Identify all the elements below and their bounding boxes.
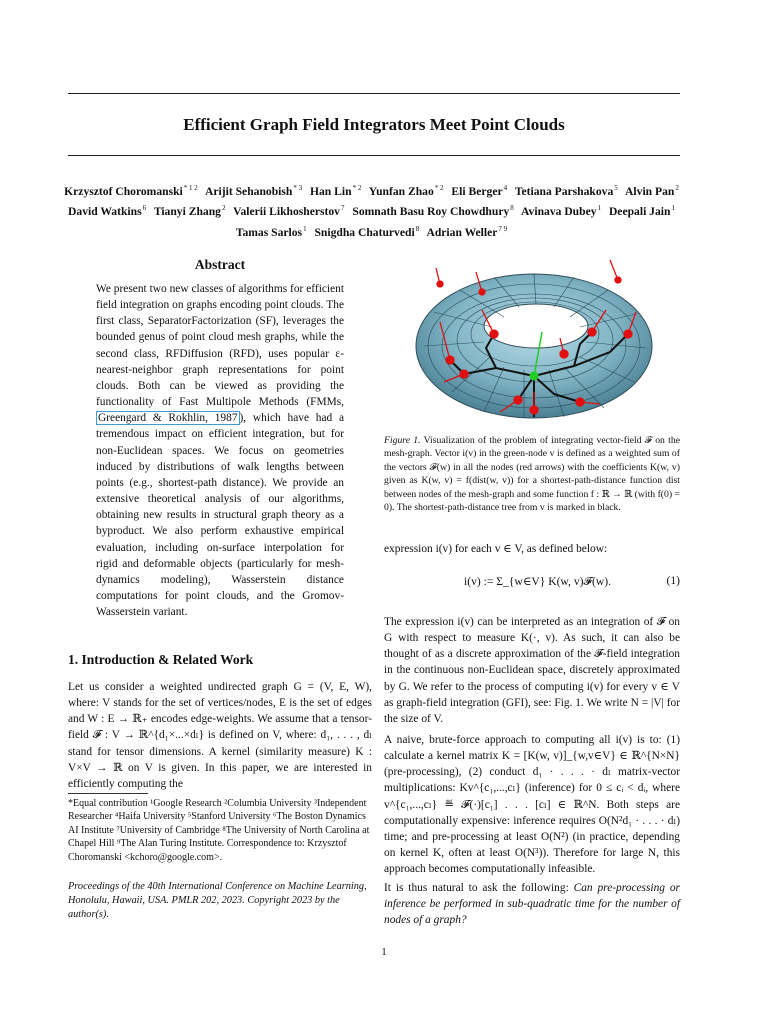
abstract-text [96, 281, 344, 620]
abstract-body-rest: ), which have had a tremendous impact on efficient integration, but for non-Euclidean spaces. We focus on geometries induced by distributions of walk lengths between points (e.g., shortest-path distance). We provide an extensive theoretical analysis of our algorithms, obtaining new results in structural graph theory as a byproduct. We also perform exhaustive empirical evaluation, including on-surface interpolation for rigid and deformable objects (particularly for mesh-dynamics modeling), Wasserstein distance computations for point clouds, and the Gromov-Wasserstein variant. [96, 412, 344, 619]
author-affiliation: * 3 [293, 184, 303, 192]
equation [384, 570, 680, 606]
author-affiliation: 8 [415, 224, 420, 233]
author-name [233, 205, 349, 218]
author-affiliation: 2 [221, 204, 226, 213]
author-name [64, 185, 203, 198]
author-label: Yunfan Zhao [368, 184, 434, 198]
title-bottom-rule [68, 155, 680, 156]
citation-link[interactable]: Greengard & Rokhlin, 1987 [98, 412, 238, 425]
author-name [369, 185, 449, 198]
author-name [609, 205, 680, 218]
footnote: *Equal contribution ¹Google Research ²Columbia University ³Independent Researcher ⁴Haifa University ⁵Stanford University ⁶The Boston Dynamics AI Institute ⁷University of Cambridge ⁸The University of North Carolina at Chapel Hill ⁹The Alan Turing Institute. Correspondence to: Krzysztof Choromanski <kchoro@google.com>. [68, 798, 370, 863]
author-label: Tamas Sarlos [235, 225, 303, 239]
author-label: Alvin Pan [625, 184, 675, 198]
author-label: David Watkins [68, 205, 142, 219]
intro-paragraph: Let us consider a weighted undirected graph G = (V, E, W), where: V stands for the set of vertices/nodes, E is the set of edges and W : E → ℝ₊ encodes edge-weights. We assume that a tensor-field 𝓕 : V → ℝ^{d₁×...×dₗ} is defined on V, where: d₁, . . . , dₗ stand for tensor dimensions. A kernel (similarity measure) K : V×V → ℝ on V is given. In this paper, we are interested in efficiently computing the [68, 681, 372, 790]
author-name [205, 185, 307, 198]
author-affiliation: * 2 [434, 184, 444, 192]
torus-hole [484, 304, 588, 348]
torus-svg [384, 252, 680, 428]
caption-text: Visualization of the problem of integrating vector-field 𝓕 on the mesh-graph. Vector i(v) in the green-node v is defined as a weighted sum of the vectors 𝓕(w) in all the nodes (red arrows) with the coefficients K(w, v) given as K(w, v) = f(dist(w, v)) for a shortest-path-distance function dist between nodes of the mesh-graph and some function f : ℝ → ℝ (with f(0) = 0). The shortest-path-distance tree from v is marked in black. [384, 435, 680, 514]
author-affiliation: 6 [142, 204, 147, 213]
author-affiliation: 7 9 [498, 224, 508, 233]
author-name [236, 226, 312, 239]
author-name [451, 185, 512, 198]
author-name [154, 205, 231, 218]
proceedings-note [68, 880, 372, 922]
author-affiliation: 8 [510, 204, 514, 213]
author-affiliation: 1 [671, 204, 675, 213]
author-label: Eli Berger [451, 184, 503, 198]
paragraph-question [384, 880, 680, 928]
author-label: Valerii Likhosherstov [233, 205, 340, 219]
author-label: Arijit Sehanobish [205, 184, 293, 198]
caption-label: Figure 1. [384, 435, 421, 446]
author-label: Somnath Basu Roy Chowdhury [352, 205, 510, 219]
abstract-body: We present two new classes of algorithms for efficient field integration on graphs encoding point clouds. The first class, SeparatorFactorization (SF), leverages the bounded genus of point cloud mesh graphs, while the second class, RFDiffusion (RFD), uses popular ε-nearest-neighbor graph representations for point clouds. Both can be viewed as providing the functionality of Fast Multipole Methods (FMMs, [96, 283, 344, 409]
paragraph-interpretation: The expression i(v) can be interpreted as an integration of 𝓕 on G with respect to measure K(·, v). As such, it can also be thought of as a discrete approximation of the 𝓕-field integration in the continuous non-Euclidean space, discretely approximated by G. We refer to the process of computing i(v) for every v ∈ V as graph-field integration (GFI), see: Fig. 1. We write N = |V| for the size of V. [384, 616, 680, 725]
author-name [426, 226, 512, 239]
paragraph-naive-approach: A naive, brute-force approach to computing all i(v) is to: (1) calculate a kernel matrix K = [K(w, v)]_{w,v∈V} ∈ ℝ^{N×N} (pre-processing), (2) conduct d₁ · . . . · dₗ matrix-vector multiplications: Kv^{c₁,...,cₗ} (inference) for 0 ≤ cᵢ < dᵢ, where v^{c₁,...,cₗ} ≝ 𝓕(·)[c₁] . . . [cₗ] ∈ ℝ^N. Both steps are computationally expensive: inference requires O(N²d₁ · . . . · dₗ) time; and pre-processing at least O(N²) (in practice, depending on kernel K, often at least O(N³)). Therefore for large N, this approach becomes computationally infeasible. [384, 734, 680, 876]
author-name [521, 205, 606, 218]
author-affiliation: 7 [340, 204, 345, 213]
author-affiliation: * 1 2 [183, 184, 198, 192]
author-label: Adrian Weller [426, 225, 498, 239]
author-label: Krzysztof Choromanski [64, 184, 183, 198]
author-list [60, 180, 688, 241]
author-label: Tetiana Parshakova [514, 184, 614, 198]
author-name [625, 185, 684, 198]
author-affiliation: 1 [303, 224, 307, 233]
torus-figure [384, 252, 680, 428]
author-label: Tianyi Zhang [153, 205, 221, 219]
author-name [314, 226, 424, 239]
question-text: Can pre-processing or inference be performed in sub-quadratic time for the number of nodes of a graph? [384, 882, 680, 927]
author-affiliation: 1 [597, 204, 602, 213]
proceedings-text: Proceedings of the 40th International Conference on Machine Learning, Honolulu, Hawaii, USA. PMLR 202, 2023. Copyright 2023 by the author(s). [68, 881, 367, 920]
author-label: Han Lin [309, 184, 352, 198]
author-affiliation: 5 [614, 184, 618, 192]
page-number: 1 [381, 946, 387, 958]
author-affiliation: * 2 [352, 184, 362, 192]
section-heading: 1. Introduction & Related Work [68, 652, 254, 667]
abstract-heading: Abstract [194, 257, 246, 272]
author-name [68, 205, 151, 218]
top-rule [68, 93, 680, 94]
author-label: Deepali Jain [608, 205, 671, 219]
author-affiliation: 4 [503, 184, 508, 192]
author-name [310, 185, 366, 198]
equation-body: i(v) := Σ_{w∈V} K(w, v)𝓕(w). [464, 575, 612, 588]
author-name [352, 205, 518, 218]
author-affiliation: 2 [675, 184, 679, 192]
question-lead: It is thus natural to ask the following: [384, 882, 569, 894]
author-name [515, 185, 623, 198]
expression-intro: expression i(v) for each v ∈ V, as defined below: [384, 543, 608, 555]
equation-number: (1) [666, 574, 680, 587]
author-label: Snigdha Chaturvedi [314, 225, 415, 239]
footnote-rule [68, 793, 148, 794]
paper-title: Efficient Graph Field Integrators Meet Point Clouds [183, 115, 565, 134]
figure-caption [384, 434, 680, 514]
author-label: Avinava Dubey [521, 205, 597, 219]
